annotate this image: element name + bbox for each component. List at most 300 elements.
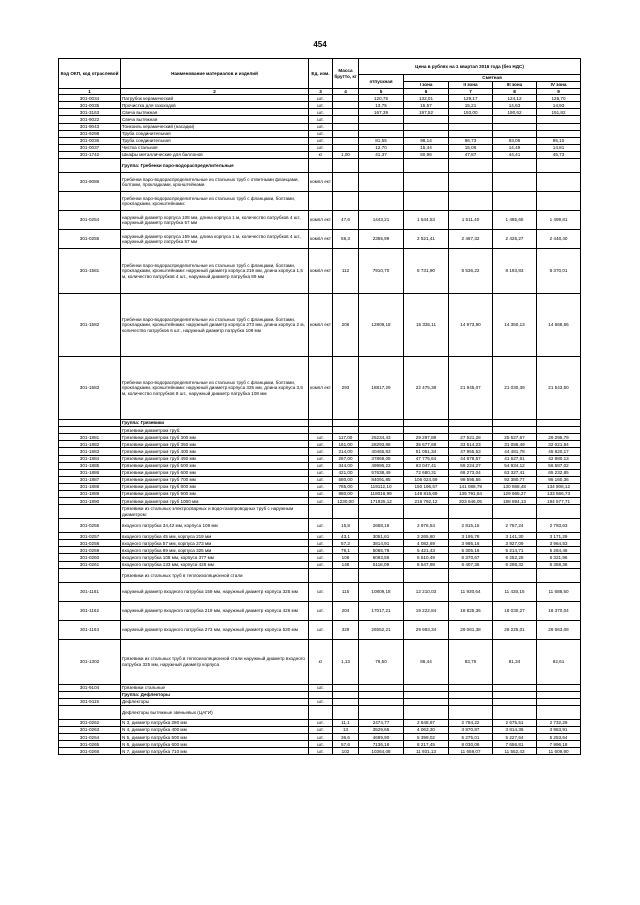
cell-zone-4-price bbox=[537, 130, 581, 137]
cell-release-price: 3814,91 bbox=[359, 540, 404, 547]
cell-code: 301-1886 bbox=[59, 469, 121, 476]
cell-code: 301-1884 bbox=[59, 455, 121, 462]
cell-name: наружный диаметр входного патрубка 219 мм, наружный диаметр корпуса 426 мм bbox=[121, 601, 309, 620]
cell-zone-1-price: 15,57 bbox=[404, 102, 449, 109]
cell-zone-1-price: 47 775,64 bbox=[404, 455, 449, 462]
cell-release-price: 1443,21 bbox=[359, 211, 404, 230]
cell-mass: 102 bbox=[333, 748, 359, 755]
cell-code: 301-1881 bbox=[59, 434, 121, 441]
cell-unit: шт. bbox=[309, 469, 333, 476]
table-row bbox=[59, 173, 581, 192]
cell-unit: компл ект bbox=[309, 249, 333, 294]
cell-code: 301-0261 bbox=[59, 561, 121, 568]
cell-zone-1-price: 2 848,97 bbox=[404, 719, 449, 726]
cell-unit: шт. bbox=[309, 123, 333, 130]
cell-zone-4-price bbox=[537, 123, 581, 130]
cell-unit: шт. bbox=[309, 561, 333, 568]
cell-release-price: 12809,18 bbox=[359, 294, 404, 357]
cell-zone-4-price: 7 996,18 bbox=[537, 741, 581, 748]
cell-zone-2-price: 96,73 bbox=[449, 137, 493, 144]
cell-code bbox=[59, 705, 121, 719]
cell-zone-1-price: 2 521,41 bbox=[404, 230, 449, 249]
group-header-row bbox=[59, 691, 581, 698]
cell-zone-1-price bbox=[404, 159, 449, 173]
cell-zone-4-price: 6 358,38 bbox=[537, 561, 581, 568]
cell-zone-2-price bbox=[449, 116, 493, 123]
table-row bbox=[59, 483, 581, 490]
table-row bbox=[59, 434, 581, 441]
table-row bbox=[59, 448, 581, 455]
cell-zone-4-price bbox=[537, 192, 581, 211]
table-body bbox=[59, 95, 581, 755]
column-number: 8 bbox=[493, 89, 537, 95]
cell-zone-1-price bbox=[404, 130, 449, 137]
cell-code: 301-1888 bbox=[59, 483, 121, 490]
table-row bbox=[59, 698, 581, 705]
cell-code: 301-0035 bbox=[59, 102, 121, 109]
cell-code: 301-0262 bbox=[59, 719, 121, 726]
cell-code: 301-9086 bbox=[59, 173, 121, 192]
cell-code: 301-1163 bbox=[59, 620, 121, 639]
cell-name: Чистка стальная bbox=[121, 144, 309, 151]
cell-code: 301-0255 bbox=[59, 230, 121, 249]
cell-zone-3-price bbox=[493, 173, 537, 192]
cell-zone-1-price: 86,44 bbox=[404, 639, 449, 684]
cell-zone-4-price bbox=[537, 705, 581, 719]
cell-mass: 115 bbox=[333, 582, 359, 601]
cell-unit: шт. bbox=[309, 490, 333, 497]
cell-zone-2-price: 21 945,07 bbox=[449, 357, 493, 420]
cell-unit: шт. bbox=[309, 130, 333, 137]
cell-mass: 59,3 bbox=[333, 230, 359, 249]
cell-name: Грязевики из стальных труб в теплоизоляционной стали bbox=[121, 568, 309, 582]
table-header bbox=[59, 59, 581, 95]
header-price-group: Цена в рублях на 1 квартал 2016 года (без НДС) bbox=[359, 59, 581, 75]
cell-name: входного патрубка 34,42 мм, корпуса 108 мм bbox=[121, 519, 309, 533]
cell-name: Грязевики диаметром труб 900 мм bbox=[121, 490, 309, 497]
cell-code: 301-0037 bbox=[59, 144, 121, 151]
cell-code: 301-9298 bbox=[59, 130, 121, 137]
cell-zone-1-price: 29 993,34 bbox=[404, 620, 449, 639]
cell-unit: шт. bbox=[309, 582, 333, 601]
cell-unit: шт. bbox=[309, 137, 333, 144]
cell-name: Грязевики диаметром труб 400 мм bbox=[121, 448, 309, 455]
cell-unit: шт. bbox=[309, 116, 333, 123]
cell-release-price: 41,37 bbox=[359, 151, 404, 158]
cell-zone-4-price: 14 668,56 bbox=[537, 294, 581, 357]
cell-unit: шт. bbox=[309, 109, 333, 116]
header-zone-1: I зона bbox=[404, 82, 449, 89]
cell-zone-4-price bbox=[537, 568, 581, 582]
cell-code: 301-1885 bbox=[59, 462, 121, 469]
cell-code bbox=[59, 420, 121, 427]
header-code: Код ОКП, код отраслевой bbox=[59, 59, 121, 89]
cell-zone-1-price: 6 547,98 bbox=[404, 561, 449, 568]
cell-zone-3-price: 41 627,61 bbox=[493, 455, 537, 462]
table-row bbox=[59, 294, 581, 357]
cell-code: 301-0266 bbox=[59, 748, 121, 755]
cell-unit bbox=[309, 568, 333, 582]
cell-zone-3-price: 25 527,67 bbox=[493, 434, 537, 441]
cell-name: Грязевики диаметром труб 700 мм bbox=[121, 476, 309, 483]
table-row bbox=[59, 582, 581, 601]
cell-zone-2-price: 5 275,01 bbox=[449, 734, 493, 741]
cell-zone-3-price: 63 327,41 bbox=[493, 469, 537, 476]
cell-zone-3-price: 8 193,83 bbox=[493, 249, 537, 294]
cell-zone-4-price: 14,93 bbox=[537, 102, 581, 109]
cell-zone-1-price: 15,44 bbox=[404, 144, 449, 151]
cell-zone-2-price: 2 784,22 bbox=[449, 719, 493, 726]
cell-zone-3-price: 44,41 bbox=[493, 151, 537, 158]
cell-zone-3-price: 5 214,71 bbox=[493, 547, 537, 554]
cell-code: 301-1581 bbox=[59, 249, 121, 294]
cell-release-price: 2658,19 bbox=[359, 519, 404, 533]
cell-mass: 214,00 bbox=[333, 448, 359, 455]
cell-zone-4-price: 1 499,81 bbox=[537, 211, 581, 230]
cell-release-price: 26552,21 bbox=[359, 620, 404, 639]
column-number: 3 bbox=[309, 89, 333, 95]
cell-zone-1-price: 50,96 bbox=[404, 151, 449, 158]
cell-name: Грязевики диаметром труб: bbox=[121, 427, 309, 434]
cell-zone-3-price: 130 868,48 bbox=[493, 483, 537, 490]
cell-zone-3-price: 188 894,13 bbox=[493, 498, 537, 505]
cell-unit: шт. bbox=[309, 476, 333, 483]
cell-zone-3-price: 3 814,36 bbox=[493, 727, 537, 734]
cell-zone-1-price bbox=[404, 427, 449, 434]
cell-unit bbox=[309, 159, 333, 173]
header-zone-2: II зона bbox=[449, 82, 493, 89]
cell-zone-3-price: 54 934,12 bbox=[493, 462, 537, 469]
cell-zone-3-price bbox=[493, 123, 537, 130]
cell-release-price: 18817,29 bbox=[359, 357, 404, 420]
table-row bbox=[59, 719, 581, 726]
cell-mass bbox=[333, 684, 359, 691]
cell-zone-1-price: 19 222,84 bbox=[404, 601, 449, 620]
cell-zone-4-price: 45 820,17 bbox=[537, 448, 581, 455]
cell-zone-3-price: 92 380,77 bbox=[493, 476, 537, 483]
cell-name: наружный диаметр входного патрубка 159 мм, наружный диаметр корпуса 325 мм bbox=[121, 582, 309, 601]
cell-zone-1-price: 150 196,57 bbox=[404, 483, 449, 490]
cell-zone-1-price bbox=[404, 705, 449, 719]
cell-zone-3-price: 3 141,30 bbox=[493, 533, 537, 540]
cell-zone-2-price: 15,21 bbox=[449, 102, 493, 109]
cell-zone-3-price bbox=[493, 192, 537, 211]
cell-name: Патрубок керамический bbox=[121, 95, 309, 102]
cell-zone-2-price: 6 407,36 bbox=[449, 561, 493, 568]
cell-unit: шт. bbox=[309, 434, 333, 441]
cell-code bbox=[59, 192, 121, 211]
cell-zone-1-price: 3 265,80 bbox=[404, 533, 449, 540]
column-number: 4 bbox=[333, 89, 359, 95]
cell-name: Шкафы металлические для баллонов bbox=[121, 151, 309, 158]
cell-code: 301-0036 bbox=[59, 137, 121, 144]
cell-zone-1-price: 106 024,59 bbox=[404, 476, 449, 483]
cell-zone-1-price: 4 082,69 bbox=[404, 540, 449, 547]
cell-zone-3-price: 11 552,43 bbox=[493, 748, 537, 755]
table-row bbox=[59, 684, 581, 691]
cell-code: 301-0256 bbox=[59, 519, 121, 533]
cell-unit: шт. bbox=[309, 533, 333, 540]
table-row bbox=[59, 441, 581, 448]
cell-zone-4-price: 95,10 bbox=[537, 137, 581, 144]
header-release-price: отпускная bbox=[359, 75, 404, 89]
cell-zone-2-price: 11 659,07 bbox=[449, 748, 493, 755]
table-row bbox=[59, 561, 581, 568]
cell-name: Гребенки паро-водораспределительные из стальных труб с фланцами, болтами, прокладками, кронштейнами: наружный диаметр корпуса 273 мм, длина корпуса 2 м, количество патрубков 6 шт., наружный диаметр патрубка 108 мм bbox=[121, 294, 309, 357]
table-row bbox=[59, 192, 581, 211]
cell-release-price: 40465,83 bbox=[359, 448, 404, 455]
cell-release-price: 25234,43 bbox=[359, 434, 404, 441]
cell-release-price bbox=[359, 173, 404, 192]
cell-unit: шт. bbox=[309, 462, 333, 469]
cell-code: 301-0260 bbox=[59, 554, 121, 561]
cell-zone-2-price bbox=[449, 705, 493, 719]
cell-mass: 117,00 bbox=[333, 434, 359, 441]
cell-release-price: 3051,61 bbox=[359, 533, 404, 540]
cell-unit: шт. bbox=[309, 601, 333, 620]
cell-zone-3-price: 21 030,39 bbox=[493, 357, 537, 420]
cell-zone-1-price bbox=[404, 691, 449, 698]
table-row bbox=[59, 95, 581, 102]
cell-zone-4-price bbox=[537, 159, 581, 173]
cell-release-price bbox=[359, 123, 404, 130]
cell-code: 301-0264 bbox=[59, 734, 121, 741]
cell-unit: шт. bbox=[309, 455, 333, 462]
cell-name: Свеча вытяжная bbox=[121, 116, 309, 123]
cell-unit bbox=[309, 505, 333, 519]
cell-unit: шт. bbox=[309, 698, 333, 705]
cell-zone-2-price: 8 030,06 bbox=[449, 741, 493, 748]
cell-zone-4-price: 2 793,63 bbox=[537, 519, 581, 533]
cell-zone-1-price: 72 680,31 bbox=[404, 469, 449, 476]
cell-zone-1-price: 197,52 bbox=[404, 109, 449, 116]
cell-code: 301-0034 bbox=[59, 95, 121, 102]
cell-zone-1-price: 4 063,30 bbox=[404, 727, 449, 734]
cell-unit: шт. bbox=[309, 748, 333, 755]
cell-zone-3-price: 93,06 bbox=[493, 137, 537, 144]
cell-code: 301-1582 bbox=[59, 294, 121, 357]
cell-code: 301-1882 bbox=[59, 441, 121, 448]
cell-zone-2-price: 18 825,36 bbox=[449, 601, 493, 620]
cell-zone-2-price: 15,06 bbox=[449, 144, 493, 151]
table-row bbox=[59, 568, 581, 582]
cell-zone-1-price: 11 931,13 bbox=[404, 748, 449, 755]
cell-zone-4-price: 194 577,71 bbox=[537, 498, 581, 505]
cell-zone-3-price bbox=[493, 568, 537, 582]
table-row bbox=[59, 639, 581, 684]
table-row bbox=[59, 211, 581, 230]
cell-zone-4-price bbox=[537, 505, 581, 519]
cell-release-price: 10809,18 bbox=[359, 582, 404, 601]
cell-code: 301-0257 bbox=[59, 533, 121, 540]
cell-zone-2-price bbox=[449, 173, 493, 192]
cell-zone-4-price: 191,82 bbox=[537, 109, 581, 116]
cell-zone-3-price: 14,49 bbox=[493, 144, 537, 151]
cell-zone-3-price: 11 430,15 bbox=[493, 582, 537, 601]
cell-zone-4-price: 82,61 bbox=[537, 639, 581, 684]
cell-zone-2-price bbox=[449, 159, 493, 173]
cell-name: Грязевики диаметром труб 500 мм bbox=[121, 462, 309, 469]
cell-zone-2-price: 203 646,05 bbox=[449, 498, 493, 505]
cell-unit: шт. bbox=[309, 734, 333, 741]
cell-zone-4-price: 26 295,79 bbox=[537, 434, 581, 441]
cell-zone-2-price: 29 061,38 bbox=[449, 620, 493, 639]
cell-mass: 13 bbox=[333, 727, 359, 734]
cell-zone-2-price: 129,17 bbox=[449, 95, 493, 102]
cell-unit: кг bbox=[309, 151, 333, 158]
cell-unit: шт. bbox=[309, 483, 333, 490]
cell-mass bbox=[333, 144, 359, 151]
cell-zone-3-price bbox=[493, 130, 537, 137]
column-number: 9 bbox=[537, 89, 581, 95]
cell-name: Грязевики диаметром труб 450 мм bbox=[121, 455, 309, 462]
cell-zone-3-price: 124,12 bbox=[493, 95, 537, 102]
cell-zone-2-price: 2 467,32 bbox=[449, 230, 493, 249]
cell-mass bbox=[333, 159, 359, 173]
cell-mass bbox=[333, 102, 359, 109]
cell-release-price bbox=[359, 698, 404, 705]
cell-zone-1-price: 6 510,49 bbox=[404, 554, 449, 561]
cell-zone-2-price bbox=[449, 130, 493, 137]
cell-zone-2-price bbox=[449, 691, 493, 698]
table-row bbox=[59, 102, 581, 109]
table-row bbox=[59, 734, 581, 741]
cell-name: N 6, диаметр патрубка 600 мм bbox=[121, 741, 309, 748]
cell-name: Труба соединительная bbox=[121, 137, 309, 144]
cell-zone-3-price: 1 485,65 bbox=[493, 211, 537, 230]
cell-mass bbox=[333, 137, 359, 144]
cell-zone-1-price bbox=[404, 116, 449, 123]
cell-zone-1-price: 29 297,89 bbox=[404, 434, 449, 441]
cell-zone-2-price: 6 370,67 bbox=[449, 554, 493, 561]
cell-unit: компл ект bbox=[309, 294, 333, 357]
cell-release-price bbox=[359, 691, 404, 698]
cell-code: 301-0259 bbox=[59, 547, 121, 554]
cell-release-price bbox=[359, 116, 404, 123]
cell-unit bbox=[309, 420, 333, 427]
cell-zone-3-price: 129 665,27 bbox=[493, 490, 537, 497]
cell-zone-1-price bbox=[404, 173, 449, 192]
cell-zone-4-price bbox=[537, 173, 581, 192]
cell-zone-3-price: 81,34 bbox=[493, 639, 537, 684]
column-number: 1 bbox=[59, 89, 121, 95]
cell-unit: компл ект bbox=[309, 173, 333, 192]
cell-zone-1-price: 12 210,03 bbox=[404, 582, 449, 601]
cell-name: Грязевики диаметром труб 800 мм bbox=[121, 483, 309, 490]
cell-name: Грязевики диаметром труб 1000 мм bbox=[121, 498, 309, 505]
cell-mass: 785,00 bbox=[333, 483, 359, 490]
cell-zone-2-price: 141 088,79 bbox=[449, 483, 493, 490]
cell-code bbox=[59, 427, 121, 434]
header-unit: Ед. изм. bbox=[309, 59, 333, 89]
table-row bbox=[59, 620, 581, 639]
cell-release-price: 3529,65 bbox=[359, 727, 404, 734]
cell-release-price bbox=[359, 130, 404, 137]
cell-zone-1-price: 8 731,90 bbox=[404, 249, 449, 294]
cell-code: 301-3163 bbox=[59, 109, 121, 116]
cell-release-price: 17017,21 bbox=[359, 601, 404, 620]
cell-zone-4-price: 14,81 bbox=[537, 144, 581, 151]
cell-zone-2-price: 14 973,90 bbox=[449, 294, 493, 357]
cell-zone-4-price: 18 370,04 bbox=[537, 601, 581, 620]
cell-code bbox=[59, 691, 121, 698]
cell-zone-3-price bbox=[493, 684, 537, 691]
cell-zone-1-price: 22 475,38 bbox=[404, 357, 449, 420]
cell-zone-4-price: 11 688,50 bbox=[537, 582, 581, 601]
cell-release-price: 2474,77 bbox=[359, 719, 404, 726]
cell-mass: 106 bbox=[333, 554, 359, 561]
cell-zone-3-price: 2 675,51 bbox=[493, 719, 537, 726]
cell-zone-2-price bbox=[449, 427, 493, 434]
cell-release-price bbox=[359, 505, 404, 519]
cell-unit: шт. bbox=[309, 554, 333, 561]
cell-zone-2-price: 68 273,04 bbox=[449, 469, 493, 476]
cell-zone-1-price bbox=[404, 123, 449, 130]
cell-zone-3-price bbox=[493, 698, 537, 705]
table-row bbox=[59, 116, 581, 123]
cell-code: 301-1887 bbox=[59, 476, 121, 483]
cell-mass: 112 bbox=[333, 249, 359, 294]
cell-mass: 206 bbox=[333, 294, 359, 357]
cell-release-price: 5065,78 bbox=[359, 547, 404, 554]
cell-name: Прочистка для газоходов bbox=[121, 102, 309, 109]
group-header-row bbox=[59, 159, 581, 173]
cell-mass: 148 bbox=[333, 561, 359, 568]
cell-release-price: 7910,70 bbox=[359, 249, 404, 294]
cell-mass: 421,00 bbox=[333, 469, 359, 476]
cell-name: Гребенки паро-водораспределительные из стальных труб с фланцами, болтами, прокладками, кронштейнами: наружный диаметр корпуса 325 мм, длина корпуса 3,5 м, количество патрубков 8 шт., наружный диаметр патрубка 108 мм bbox=[121, 357, 309, 420]
table-row bbox=[59, 547, 581, 554]
cell-release-price: 84091,85 bbox=[359, 476, 404, 483]
cell-zone-4-price: 65 232,85 bbox=[537, 469, 581, 476]
cell-code: 301-0258 bbox=[59, 540, 121, 547]
cell-release-price: 37868,08 bbox=[359, 455, 404, 462]
table-row bbox=[59, 230, 581, 249]
cell-name: наружный диаметр корпуса 159 мм, длина корпуса 1 м, количество патрубков 4 шт., наружный диаметр патрубка 57 мм bbox=[121, 230, 309, 249]
cell-zone-3-price bbox=[493, 505, 537, 519]
cell-zone-3-price: 2 767,24 bbox=[493, 519, 537, 533]
cell-code: 301-1883 bbox=[59, 448, 121, 455]
table-row bbox=[59, 601, 581, 620]
cell-unit bbox=[309, 705, 333, 719]
cell-code: 301-0265 bbox=[59, 741, 121, 748]
cell-zone-3-price: 28 225,01 bbox=[493, 620, 537, 639]
table-row bbox=[59, 705, 581, 719]
cell-zone-2-price: 3 970,87 bbox=[449, 727, 493, 734]
cell-name: Гребенки паро-водораспределительные из стальных труб с фланцами, болтами, прокладками, кронштейнами: наружный диаметр корпуса 219 мм, длина корпуса 1,5 м, количество патрубков 4 шт., наружный диаметр патрубка 89 мм bbox=[121, 249, 309, 294]
cell-zone-3-price: 31 086,49 bbox=[493, 441, 537, 448]
cell-zone-3-price: 5 227,64 bbox=[493, 734, 537, 741]
cell-name: N 5, диаметр патрубка 500 мм bbox=[121, 734, 309, 741]
cell-mass bbox=[333, 698, 359, 705]
cell-release-price: 76,50 bbox=[359, 639, 404, 684]
cell-zone-2-price bbox=[449, 420, 493, 427]
cell-name: Гребенки паро-водораспределительные из стальных труб с ответными фланцами, болтами, прокладками, кронштейнами bbox=[121, 173, 309, 192]
cell-unit: компл ект bbox=[309, 357, 333, 420]
cell-zone-3-price bbox=[493, 159, 537, 173]
cell-zone-2-price: 11 930,64 bbox=[449, 582, 493, 601]
cell-zone-4-price bbox=[537, 116, 581, 123]
table-row bbox=[59, 469, 581, 476]
cell-zone-3-price: 14,63 bbox=[493, 102, 537, 109]
cell-code: 301-9022 bbox=[59, 116, 121, 123]
cell-release-price: 2355,99 bbox=[359, 230, 404, 249]
cell-release-price bbox=[359, 192, 404, 211]
cell-zone-1-price: 15 335,11 bbox=[404, 294, 449, 357]
header-mass: Масса брутто, кг bbox=[333, 59, 359, 89]
cell-zone-3-price: 44 481,78 bbox=[493, 448, 537, 455]
cell-zone-4-price: 28 663,08 bbox=[537, 620, 581, 639]
